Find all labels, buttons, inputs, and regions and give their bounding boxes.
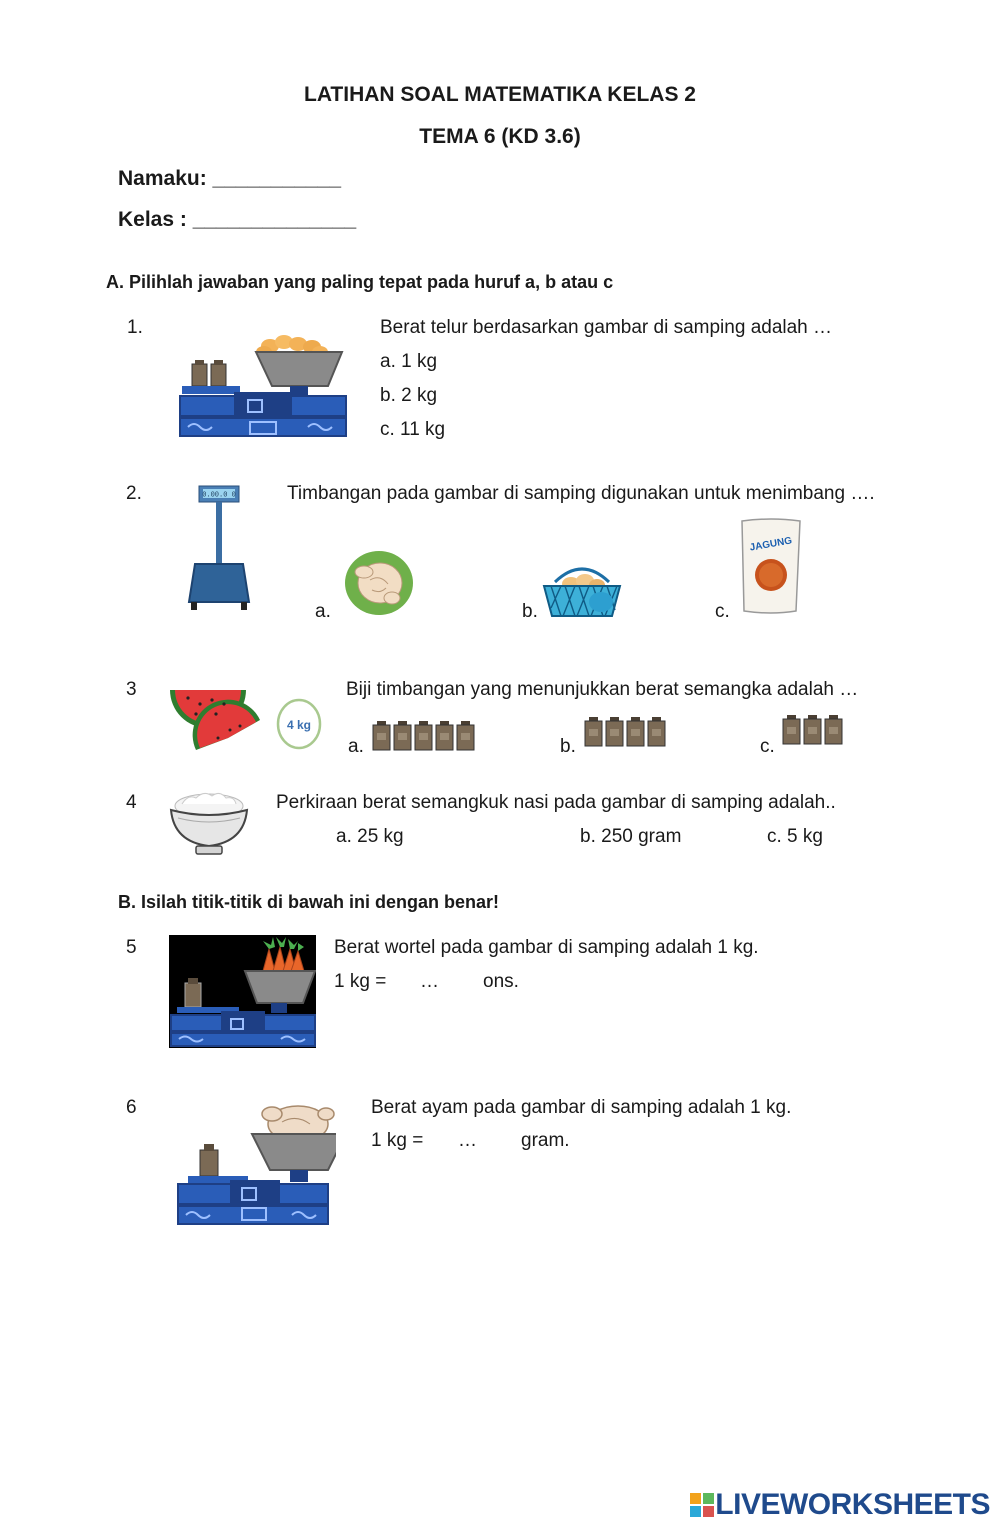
q3-option-c-weights[interactable]	[782, 714, 848, 746]
q6-statement: Berat ayam pada gambar di samping adalah 1 kg.	[371, 1097, 792, 1118]
liveworksheets-logo-text: LIVEWORKSHEETS	[715, 1488, 990, 1521]
subtitle-kd: KD 3.6)	[508, 125, 581, 148]
q3-weight-tag	[276, 698, 322, 750]
q6-equation-left: 1 kg =	[371, 1130, 424, 1151]
q1-option-b[interactable]: b. 2 kg	[380, 385, 438, 406]
q3-weight-tag-text: 4 kg	[286, 718, 312, 732]
q1-option-a[interactable]: a. 1 kg	[380, 351, 438, 372]
q1-number: 1.	[127, 317, 143, 338]
q4-option-c[interactable]: c. 5 kg	[767, 826, 823, 847]
q3-option-a-letter[interactable]: a.	[348, 736, 364, 757]
q2-option-a-chicken-image[interactable]	[344, 550, 414, 616]
worksheet-title: LATIHAN SOAL MATEMATIKA KELAS 2	[304, 83, 696, 106]
q2-sack-label: JAGUNG	[748, 535, 793, 554]
q2-option-c-corn-sack-image[interactable]	[738, 517, 804, 615]
q6-answer-blank[interactable]: …	[458, 1130, 477, 1151]
weight-block-icon	[606, 717, 623, 746]
q5-equation-left: 1 kg =	[334, 971, 387, 992]
q2-option-b-letter[interactable]: b.	[522, 601, 538, 622]
q6-equation-unit: gram.	[521, 1130, 570, 1151]
q3-number: 3	[126, 679, 137, 700]
q4-rice-bowl-image	[168, 790, 250, 862]
q2-scale-display-text: 0.00.0 0	[202, 491, 236, 500]
subtitle-theme: TEMA 6 (	[419, 125, 509, 148]
worksheet-subtitle	[0, 126, 1000, 147]
name-field-label: Namaku: ___________	[118, 167, 342, 190]
class-field-label: Kelas : ______________	[118, 208, 357, 231]
weight-block-icon	[585, 717, 602, 746]
q4-question: Perkiraan berat semangkuk nasi pada gambar di samping adalah..	[276, 792, 836, 813]
q5-balance-scale-carrots-image	[169, 935, 316, 1048]
weight-block-icon	[783, 715, 800, 744]
q1-option-c[interactable]: c. 11 kg	[380, 419, 446, 440]
q5-statement: Berat wortel pada gambar di samping adalah 1 kg.	[334, 937, 759, 958]
weight-block-icon	[825, 715, 842, 744]
section-a-heading: A. Pilihlah jawaban yang paling tepat pada huruf a, b atau c	[106, 272, 614, 292]
weight-block-icon	[373, 721, 390, 750]
liveworksheets-logo-icon	[689, 1492, 715, 1518]
weight-block-icon	[394, 721, 411, 750]
q1-question: Berat telur berdasarkan gambar di samping adalah …	[380, 317, 833, 338]
q6-balance-scale-chicken-image	[176, 1100, 336, 1228]
q3-option-b-weights[interactable]	[584, 716, 670, 748]
q3-question: Biji timbangan yang menunjukkan berat semangka adalah …	[346, 679, 859, 700]
weight-block-icon	[804, 715, 821, 744]
q5-number: 5	[126, 937, 137, 958]
q3-watermelon-image	[168, 680, 262, 758]
q3-option-a-weights[interactable]	[372, 720, 478, 752]
weight-block-icon	[436, 721, 453, 750]
q5-answer-blank[interactable]: …	[420, 971, 439, 992]
q4-option-b[interactable]: b. 250 gram	[580, 826, 682, 847]
q5-equation-unit: ons.	[483, 971, 519, 992]
q2-option-a-letter[interactable]: a.	[315, 601, 331, 622]
weight-block-icon	[415, 721, 432, 750]
q2-number: 2.	[126, 483, 142, 504]
q6-number: 6	[126, 1097, 137, 1118]
q3-option-b-letter[interactable]: b.	[560, 736, 576, 757]
weight-block-icon	[627, 717, 644, 746]
q2-option-b-egg-basket-image[interactable]	[541, 562, 623, 620]
q4-option-a[interactable]: a. 25 kg	[336, 826, 404, 847]
q3-option-c-letter[interactable]: c.	[760, 736, 775, 757]
weight-block-icon	[648, 717, 665, 746]
q2-option-c-letter[interactable]: c.	[715, 601, 730, 622]
section-b-heading: B. Isilah titik-titik di bawah ini dengan benar!	[118, 892, 500, 912]
q2-platform-scale-image	[183, 484, 253, 614]
weight-block-icon	[457, 721, 474, 750]
q4-number: 4	[126, 792, 137, 813]
liveworksheets-logo[interactable]	[689, 1490, 990, 1520]
q1-balance-scale-eggs-image	[178, 330, 348, 442]
q2-question: Timbangan pada gambar di samping digunakan untuk menimbang ….	[287, 483, 875, 504]
